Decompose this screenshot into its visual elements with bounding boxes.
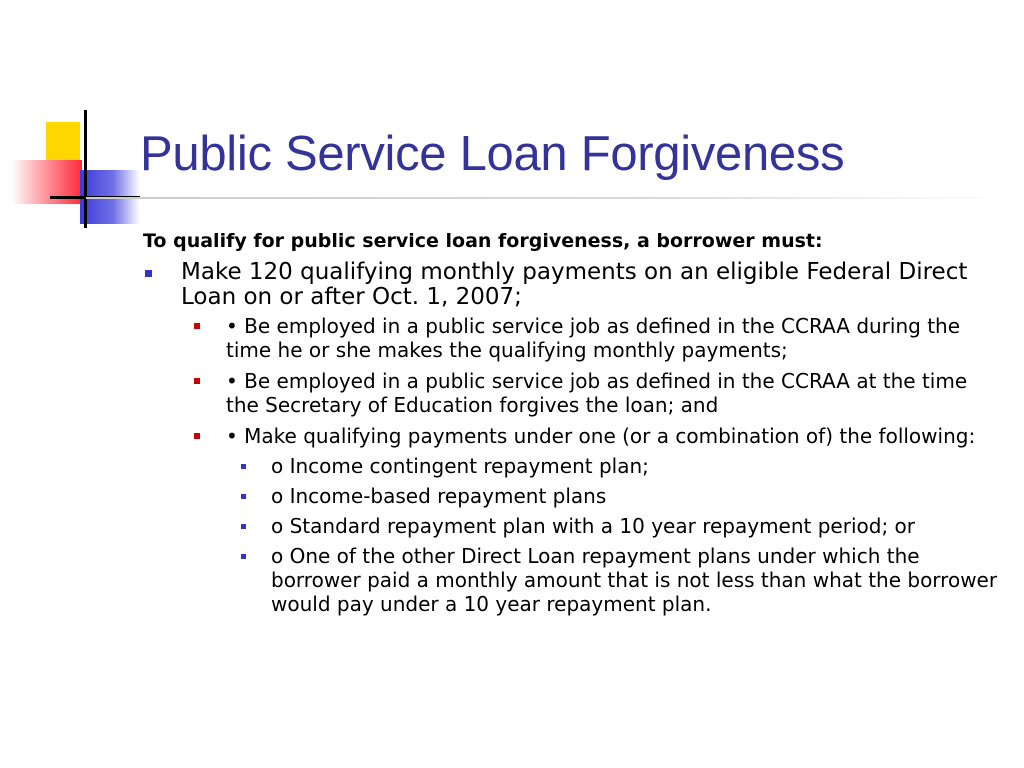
bullet-text: o Standard repayment plan with a 10 year repayment period; or (271, 514, 916, 538)
list-item (234, 514, 1003, 538)
square-bullet-icon (241, 554, 246, 559)
intro-text: To qualify for public service loan forgiveness, a borrower must: (143, 230, 823, 252)
list-item (189, 369, 1003, 417)
list-item (234, 484, 1003, 508)
title-divider (86, 197, 1016, 199)
square-bullet-icon (241, 524, 246, 529)
square-bullet-icon (241, 494, 246, 499)
bullet-text: o Income contingent repayment plan; (271, 454, 649, 478)
square-bullet-icon (145, 270, 152, 277)
slide-title: Public Service Loan Forgiveness (140, 127, 845, 181)
list-item (189, 424, 1003, 616)
list-item (234, 454, 1003, 478)
square-bullet-icon (194, 323, 200, 329)
list-item (234, 544, 1003, 616)
bullet-text: • Be employed in a public service job as defined in the CCRAA at the time the Secretary of Education forgives the loan; and (226, 369, 968, 417)
slide-body (143, 228, 1003, 623)
square-bullet-icon (241, 464, 246, 469)
list-item (143, 260, 1003, 616)
square-bullet-icon (194, 433, 200, 439)
bullet-list (143, 260, 1003, 616)
bullet-text: • Make qualifying payments under one (or a combination of) the following: (226, 424, 976, 448)
logo-vertical-line (84, 110, 87, 228)
bullet-text: Make 120 qualifying monthly payments on an eligible Federal Direct Loan on or after Oct. 1, 2007; (181, 259, 968, 310)
bullet-text: o One of the other Direct Loan repayment plans under which the borrower paid a monthly amount that is not less than what the borrower would pay under a 10 year repayment plan. (271, 544, 998, 616)
sub-bullet-list (189, 314, 1003, 616)
bullet-text: • Be employed in a public service job as defined in the CCRAA during the time he or she makes the qualifying monthly payments; (226, 314, 961, 362)
bullet-text: o Income-based repayment plans (271, 484, 607, 508)
decorative-logo (0, 0, 140, 240)
list-item (189, 314, 1003, 362)
square-bullet-icon (194, 378, 200, 384)
sub-sub-bullet-list (234, 454, 1003, 616)
